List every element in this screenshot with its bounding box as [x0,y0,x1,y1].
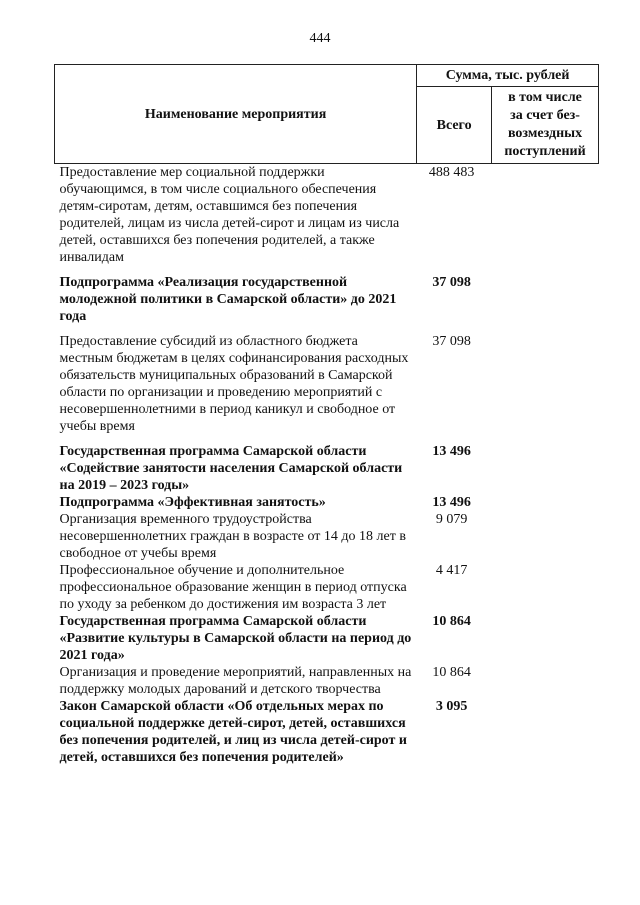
table-row [55,562,599,613]
row-name: Организация и проведение мероприятий, направленных на поддержку молодых дарований и детского творчества [59,665,412,697]
row-total: 9 079 [435,512,468,527]
row-grant [492,664,599,698]
row-total: 10 864 [432,665,471,680]
row-name: Государственная программа Самарской области «Развитие культуры в Самарской области на период до 2021 года» [59,614,412,663]
row-total: 488 483 [428,165,475,180]
row-name: Подпрограмма «Реализация государственной молодежной политики в Самарской области» до 2021 года [59,275,397,324]
table-row [55,613,599,664]
row-grant [492,266,599,325]
header-grant-line: за счет без- [510,108,580,123]
row-grant [492,562,599,613]
row-grant [492,164,599,267]
row-total: 3 095 [435,699,468,714]
header-total-column: Всего [417,87,492,164]
row-name: Профессиональное обучение и дополнительное профессиональное образование женщин в период отпуска по уходу за ребенком до достижения им возраста 3 лет [59,563,407,612]
table-header [55,65,599,164]
row-total: 10 864 [432,614,471,629]
header-name-column: Наименование мероприятия [55,65,417,164]
row-name: Государственная программа Самарской области «Содействие занятости населения Самарской области на 2019 – 2023 годы» [59,444,403,493]
budget-table [54,64,599,766]
row-total: 37 098 [432,334,471,349]
row-total: 13 496 [432,444,471,459]
header-sum-column: Сумма, тыс. рублей [417,65,599,87]
row-grant [492,511,599,562]
row-name: Организация временного трудоустройства несовершеннолетних граждан в возрасте от 14 до 18 лет в свободное от учебы время [59,512,406,561]
row-total: 13 496 [432,495,471,510]
row-total: 4 417 [435,563,468,578]
row-grant [492,325,599,435]
row-grant [492,435,599,494]
row-total: 37 098 [432,275,471,290]
table-row [55,511,599,562]
table-row [55,164,599,267]
table-row [55,664,599,698]
table-row [55,494,599,511]
table-body [55,164,599,767]
header-grant-line: поступлений [504,144,586,159]
table-row [55,325,599,435]
header-grant-line: возмездных [507,126,583,141]
row-grant [492,613,599,664]
table-row [55,698,599,766]
header-grant-column [492,87,599,164]
table-row [55,266,599,325]
row-name: Подпрограмма «Эффективная занятость» [59,495,326,510]
page-number: 444 [309,31,331,46]
header-grant-line: в том числе [508,90,582,105]
row-name: Закон Самарской области «Об отдельных мерах по социальной поддержке детей-сирот, детей, оставшихся без попечения родителей, и лиц из числа детей-сирот и детей, оставшихся без попечения родителей» [59,699,407,765]
row-grant [492,494,599,511]
row-name: Предоставление субсидий из областного бюджета местным бюджетам в целях софинансирования расходных обязательств муниципальных образований в Самарской области по организации и проведению мероприятий с несовершеннолетними в период каникул и свободное от учебы время [59,334,409,434]
row-name: Предоставление мер социальной поддержки обучающимся, в том числе социального обеспечения детям-сиротам, детям, оставшимся без попечения родителей, лицам из числа детей-сирот и лицам из числа детей, оставшихся без попечения родителей, а также инвалидам [59,165,400,265]
row-grant [492,698,599,766]
table-row [55,435,599,494]
